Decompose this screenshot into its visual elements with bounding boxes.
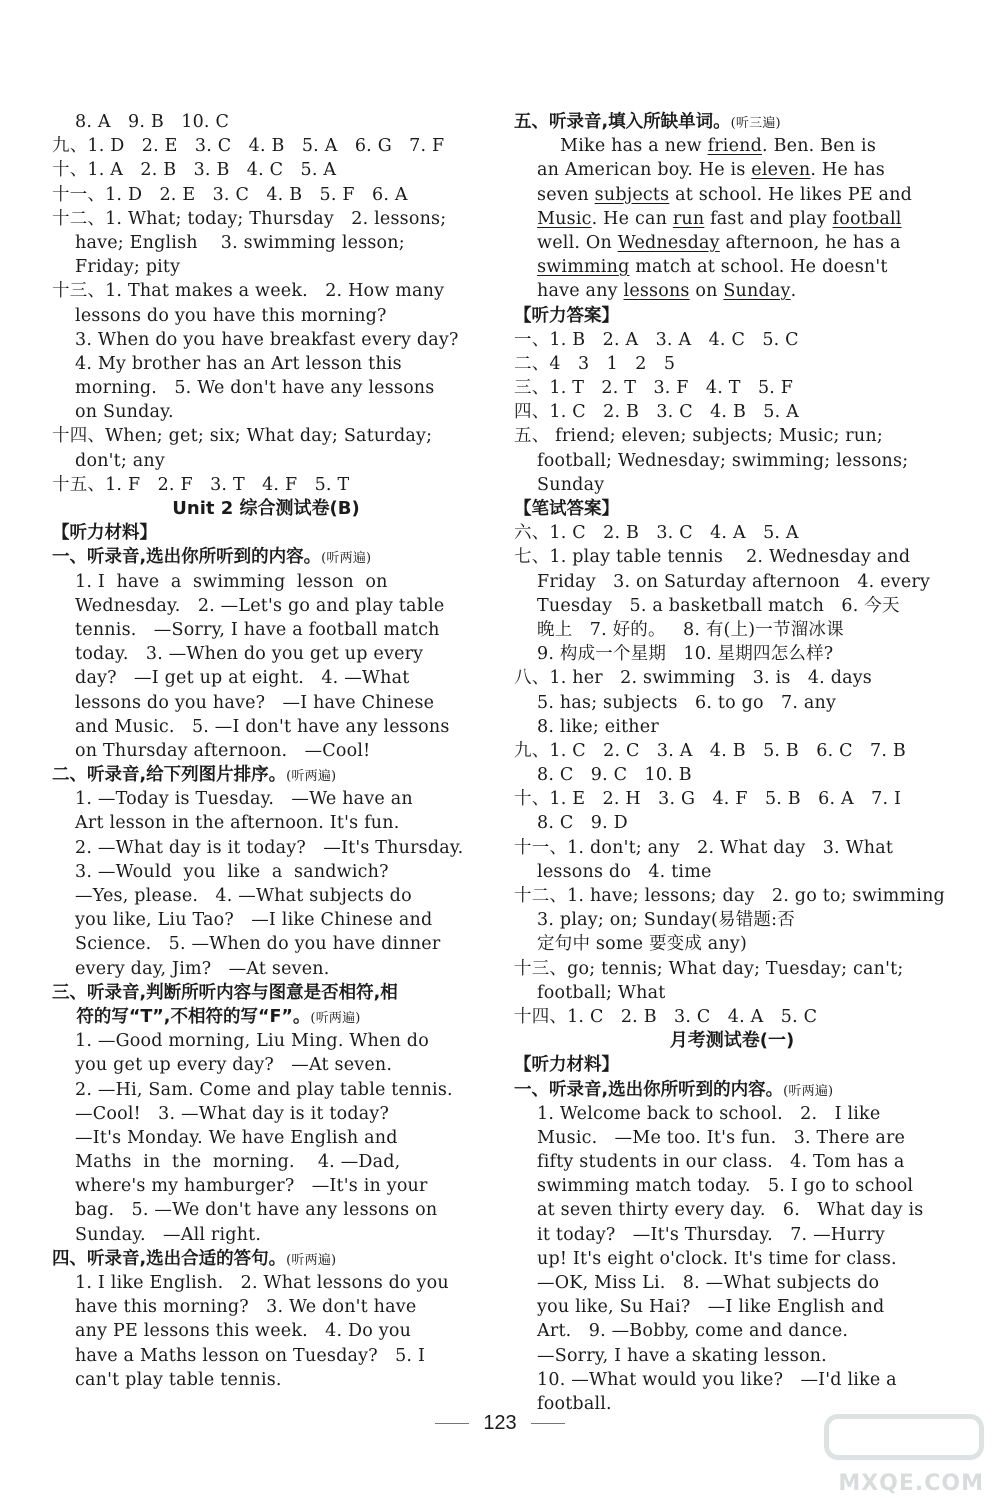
left-line xyxy=(52,570,480,594)
right-line xyxy=(514,1223,950,1247)
filled-blank-answer: friend xyxy=(707,136,763,157)
text-segment: 5. has; subjects 6. to go 7. any xyxy=(514,692,837,713)
text-segment: have this morning? 3. We don't have xyxy=(52,1297,417,1318)
filled-blank-answer: Wednesday xyxy=(617,232,720,253)
left-line xyxy=(52,1368,480,1392)
left-line xyxy=(52,666,480,690)
text-segment: you like, Liu Tao? —I like Chinese and xyxy=(52,910,433,931)
left-line xyxy=(52,328,480,352)
left-line xyxy=(52,279,480,303)
left-line xyxy=(52,1223,480,1247)
text-segment: 1. —Good morning, Liu Ming. When do xyxy=(52,1031,429,1052)
text-segment: swimming match today. 5. I go to school xyxy=(514,1176,914,1197)
text-segment: . He can xyxy=(591,208,673,229)
text-segment: (听三遍) xyxy=(730,116,781,131)
right-line xyxy=(514,1150,950,1174)
text-segment: Music. —Me too. It's fun. 3. There are xyxy=(514,1127,906,1148)
left-line xyxy=(52,1247,480,1271)
text-segment: 十、1. E 2. H 3. G 4. F 5. B 6. A 7. I xyxy=(514,789,902,810)
text-segment: 晚上 7. 好的。 8. 有(上)一节溜冰课 xyxy=(514,619,844,640)
text-segment: 1. I have a swimming lesson on xyxy=(52,571,388,592)
text-segment: 十二、1. have; lessons; day 2. go to; swimming xyxy=(514,886,945,906)
right-column xyxy=(514,110,950,1416)
text-segment: —OK, Miss Li. 8. —What subjects do xyxy=(514,1273,880,1293)
left-line xyxy=(52,207,480,231)
left-line xyxy=(52,594,480,618)
text-segment: 定句中 some 要变成 any) xyxy=(514,934,748,955)
right-line xyxy=(514,884,950,908)
left-line xyxy=(52,134,480,158)
left-line xyxy=(52,473,480,497)
right-line xyxy=(514,1368,950,1392)
left-line xyxy=(52,521,480,545)
watermark-text: MXQE.COM xyxy=(838,1471,984,1496)
text-segment: any PE lessons this week. 4. Do you xyxy=(52,1321,412,1342)
text-segment: don't; any xyxy=(52,450,165,471)
question-heading: 二、听录音,给下列图片排序。 xyxy=(52,765,287,786)
watermark-logo xyxy=(822,1412,990,1496)
text-segment: 十二、1. What; today; Thursday 2. lessons; xyxy=(52,208,447,229)
right-line xyxy=(514,932,950,956)
right-line xyxy=(514,473,950,497)
right-line xyxy=(514,134,950,158)
right-line xyxy=(514,763,950,787)
left-line xyxy=(52,642,480,666)
left-line xyxy=(52,1053,480,1077)
text-segment: 九、1. D 2. E 3. C 4. B 5. A 6. G 7. F xyxy=(52,136,445,157)
right-line xyxy=(514,376,950,400)
text-segment: 10. —What would you like? —I'd like a xyxy=(514,1369,897,1390)
left-line xyxy=(52,376,480,400)
right-line xyxy=(514,715,950,739)
left-line xyxy=(52,715,480,739)
text-segment: 8. like; either xyxy=(514,716,659,737)
question-heading: 三、听录音,判断所听内容与图意是否相符,相 xyxy=(52,982,398,1003)
filled-blank-answer: swimming xyxy=(537,257,630,278)
text-segment: lessons do you have this morning? xyxy=(52,305,387,326)
left-line xyxy=(52,1174,480,1198)
left-line xyxy=(52,739,480,763)
filled-blank-answer: football xyxy=(832,208,902,229)
text-segment: tennis. —Sorry, I have a football match xyxy=(52,619,440,640)
text-segment: Science. 5. —When do you have dinner xyxy=(52,934,441,955)
text-segment: 2. —What day is it today? —It's Thursday. xyxy=(52,837,464,858)
right-line xyxy=(514,787,950,811)
text-segment: Friday 3. on Saturday afternoon 4. every xyxy=(514,571,931,592)
left-line xyxy=(52,1029,480,1053)
text-segment: 十五、1. F 2. F 3. T 4. F 5. T xyxy=(52,474,350,495)
right-line xyxy=(514,110,950,134)
left-line xyxy=(52,1271,480,1295)
left-line xyxy=(52,255,480,279)
right-line xyxy=(514,1053,950,1077)
section-title: 月考测试卷(一) xyxy=(669,1030,795,1052)
right-line xyxy=(514,255,950,279)
text-segment xyxy=(514,255,537,279)
right-line xyxy=(514,1029,950,1053)
filled-blank-answer: lessons xyxy=(623,281,690,302)
text-segment: at seven thirty every day. 6. What day is xyxy=(514,1200,924,1221)
text-segment: 1. I like English. 2. What lessons do you xyxy=(52,1273,449,1293)
question-heading: 【笔试答案】 xyxy=(514,499,619,519)
left-line xyxy=(52,691,480,715)
left-line xyxy=(52,908,480,932)
text-segment: you like, Su Hai? —I like English and xyxy=(514,1297,885,1318)
text-segment: football; What xyxy=(514,982,666,1003)
text-segment: Art lesson in the afternoon. It's fun. xyxy=(52,813,400,834)
text-segment: 十三、1. That makes a week. 2. How many xyxy=(52,281,445,302)
text-segment: 8. C 9. C 10. B xyxy=(514,765,692,786)
right-line xyxy=(514,1344,950,1368)
right-line xyxy=(514,1319,950,1343)
text-segment: 八、1. her 2. swimming 3. is 4. days xyxy=(514,668,872,689)
left-line xyxy=(52,957,480,981)
section-title: Unit 2 综合测试卷(B) xyxy=(172,498,360,519)
right-line xyxy=(514,836,950,860)
text-segment: morning. 5. We don't have any lessons xyxy=(52,378,435,399)
text-segment: 五、 friend; eleven; subjects; Music; run; xyxy=(514,426,883,447)
footer-dash-right xyxy=(531,1423,565,1424)
left-line xyxy=(52,183,480,207)
text-segment: football. xyxy=(514,1393,612,1414)
text-segment: Wednesday. 2. —Let's go and play table xyxy=(52,595,445,616)
right-line xyxy=(514,1102,950,1126)
text-segment: 十一、1. don't; any 2. What day 3. What xyxy=(514,837,894,858)
question-heading: 五、听录音,填入所缺单词。 xyxy=(514,112,731,132)
left-line xyxy=(52,811,480,835)
text-segment: 十四、1. C 2. B 3. C 4. A 5. C xyxy=(514,1006,818,1027)
text-segment: match at school. He doesn't xyxy=(629,257,888,278)
question-heading: 【听力答案】 xyxy=(514,305,619,326)
left-line xyxy=(52,1295,480,1319)
text-segment: (听两遍) xyxy=(310,1010,361,1026)
text-segment: 3. When do you have breakfast every day? xyxy=(52,329,459,350)
text-segment xyxy=(514,207,537,231)
text-segment: it today? —It's Thursday. 7. —Hurry xyxy=(514,1224,885,1245)
right-line xyxy=(514,618,950,642)
filled-blank-answer: Music xyxy=(537,208,592,229)
question-heading: 一、听录音,选出你所听到的内容。 xyxy=(52,547,322,568)
text-segment: —Sorry, I have a skating lesson. xyxy=(514,1345,827,1366)
text-segment: 3. —Would you like a sandwich? xyxy=(52,861,389,882)
right-line xyxy=(514,1247,950,1271)
left-line xyxy=(52,1344,480,1368)
question-heading: 一、听录音,选出你所听到的内容。 xyxy=(514,1079,784,1100)
text-segment: on Thursday afternoon. —Cool! xyxy=(52,740,371,761)
text-segment: bag. 5. —We don't have any lessons on xyxy=(52,1200,438,1221)
left-line xyxy=(52,304,480,328)
page-number: 123 xyxy=(483,1412,517,1434)
text-segment: 3. play; on; Sunday(易错题:否 xyxy=(514,910,795,931)
left-line xyxy=(52,1126,480,1150)
right-line xyxy=(514,1078,950,1102)
question-heading: 【听力材料】 xyxy=(52,523,157,544)
text-segment: have any xyxy=(514,281,624,302)
left-line xyxy=(52,545,480,569)
right-line xyxy=(514,400,950,424)
text-segment: 二、4 3 1 2 5 xyxy=(514,353,676,374)
text-segment: lessons do 4. time xyxy=(514,861,712,882)
left-line xyxy=(52,1078,480,1102)
text-segment: (听两遍) xyxy=(286,769,337,785)
watermark-badge xyxy=(824,1414,984,1460)
right-line xyxy=(514,1295,950,1319)
text-segment: lessons do you have? —I have Chinese xyxy=(52,692,435,713)
right-line xyxy=(514,231,950,255)
left-line xyxy=(52,497,480,521)
filled-blank-answer: subjects xyxy=(594,184,670,205)
text-segment: up! It's eight o'clock. It's time for class. xyxy=(514,1248,897,1269)
text-segment: 六、1. C 2. B 3. C 4. A 5. A xyxy=(514,523,799,544)
text-segment: at school. He likes PE and xyxy=(669,184,913,205)
text-segment: 九、1. C 2. C 3. A 4. B 5. B 6. C 7. B xyxy=(514,740,906,761)
right-line xyxy=(514,570,950,594)
text-segment: —Yes, please. 4. —What subjects do xyxy=(52,886,412,906)
left-line xyxy=(52,424,480,448)
text-segment: afternoon, he has a xyxy=(719,232,901,253)
text-segment: 2. —Hi, Sam. Come and play table tennis. xyxy=(52,1079,453,1100)
text-segment: on xyxy=(689,281,724,302)
text-segment: Sunday xyxy=(514,474,605,495)
text-segment: 十四、When; get; six; What day; Saturday; xyxy=(52,426,433,447)
right-line xyxy=(514,449,950,473)
text-segment: well. On xyxy=(514,232,618,253)
left-line xyxy=(52,932,480,956)
text-segment: can't play table tennis. xyxy=(52,1369,282,1390)
text-segment: 七、1. play table tennis 2. Wednesday and xyxy=(514,547,911,568)
question-heading: 【听力材料】 xyxy=(514,1055,619,1076)
text-segment: Maths in the morning. 4. —Dad, xyxy=(52,1152,401,1173)
right-line xyxy=(514,1198,950,1222)
text-segment: every day, Jim? —At seven. xyxy=(52,958,330,979)
left-line xyxy=(52,884,480,908)
right-line xyxy=(514,1174,950,1198)
text-segment: 一、1. B 2. A 3. A 4. C 5. C xyxy=(514,329,799,350)
filled-blank-answer: Sunday xyxy=(723,281,791,302)
left-line xyxy=(52,1102,480,1126)
text-segment: day? —I get up at eight. 4. —What xyxy=(52,668,410,689)
left-line xyxy=(52,1198,480,1222)
text-segment: 8. C 9. D xyxy=(514,813,628,834)
text-segment: where's my hamburger? —It's in your xyxy=(52,1176,428,1197)
left-line xyxy=(52,981,480,1005)
text-segment: Art. 9. —Bobby, come and dance. xyxy=(514,1321,849,1342)
text-segment: 1. —Today is Tuesday. —We have an xyxy=(52,789,413,810)
right-line xyxy=(514,957,950,981)
left-line xyxy=(52,449,480,473)
left-line xyxy=(52,1319,480,1343)
left-line xyxy=(52,836,480,860)
left-line xyxy=(52,158,480,182)
text-segment: . xyxy=(790,281,797,302)
text-segment: (听两遍) xyxy=(321,551,372,567)
text-segment: fifty students in our class. 4. Tom has a xyxy=(514,1152,905,1173)
right-line xyxy=(514,860,950,884)
right-line xyxy=(514,691,950,715)
right-line xyxy=(514,1271,950,1295)
left-line xyxy=(52,763,480,787)
text-segment: an American boy. He is xyxy=(514,160,752,181)
text-segment: and Music. 5. —I don't have any lessons xyxy=(52,716,450,737)
text-segment: 十、1. A 2. B 3. B 4. C 5. A xyxy=(52,160,337,181)
right-line xyxy=(514,981,950,1005)
left-line xyxy=(52,787,480,811)
right-line xyxy=(514,521,950,545)
text-segment: have a Maths lesson on Tuesday? 5. I xyxy=(52,1345,426,1366)
text-segment: you get up every day? —At seven. xyxy=(52,1055,393,1076)
text-segment: 8. A 9. B 10. C xyxy=(52,112,230,132)
right-line xyxy=(514,183,950,207)
text-segment: 1. Welcome back to school. 2. I like xyxy=(514,1103,881,1124)
left-line xyxy=(52,1005,480,1029)
text-segment: have; English 3. swimming lesson; xyxy=(52,232,405,253)
text-segment: . He has xyxy=(810,160,885,181)
text-segment: . Ben. Ben is xyxy=(762,136,877,157)
text-segment: (听两遍) xyxy=(286,1252,337,1268)
left-column xyxy=(52,110,480,1392)
text-segment: today. 3. —When do you get up every xyxy=(52,644,424,665)
right-line xyxy=(514,352,950,376)
right-line xyxy=(514,1126,950,1150)
left-line xyxy=(52,860,480,884)
question-heading: 四、听录音,选出合适的答句。 xyxy=(52,1248,287,1269)
text-segment: 十三、go; tennis; What day; Tuesday; can't; xyxy=(514,958,904,979)
right-line xyxy=(514,642,950,666)
right-line xyxy=(514,304,950,328)
right-line xyxy=(514,279,950,303)
right-line xyxy=(514,158,950,182)
right-line xyxy=(514,207,950,231)
text-segment: football; Wednesday; swimming; lessons; xyxy=(514,450,909,471)
left-line xyxy=(52,110,480,134)
text-segment: Tuesday 5. a basketball match 6. 今天 xyxy=(514,595,900,616)
left-line xyxy=(52,352,480,376)
text-segment: Friday; pity xyxy=(52,257,181,278)
text-segment: fast and play xyxy=(704,208,833,229)
right-line xyxy=(514,545,950,569)
text-segment: Mike has a new xyxy=(514,136,708,157)
filled-blank-answer: eleven xyxy=(751,160,811,181)
right-line xyxy=(514,1005,950,1029)
right-line xyxy=(514,811,950,835)
right-line xyxy=(514,497,950,521)
text-segment: 四、1. C 2. B 3. C 4. B 5. A xyxy=(514,402,799,423)
left-line xyxy=(52,1150,480,1174)
right-line xyxy=(514,739,950,763)
text-segment: 4. My brother has an Art lesson this xyxy=(52,353,402,374)
right-line xyxy=(514,908,950,932)
right-line xyxy=(514,594,950,618)
text-segment: —Cool! 3. —What day is it today? xyxy=(52,1103,390,1124)
text-segment: 十一、1. D 2. E 3. C 4. B 5. F 6. A xyxy=(52,184,408,205)
text-segment: 9. 构成一个星期 10. 星期四怎么样? xyxy=(514,644,834,665)
right-line xyxy=(514,666,950,690)
filled-blank-answer: run xyxy=(672,208,705,229)
text-segment: seven xyxy=(514,184,595,205)
left-line xyxy=(52,231,480,255)
text-segment: Sunday. —All right. xyxy=(52,1224,262,1245)
text-segment: on Sunday. xyxy=(52,402,174,423)
left-line xyxy=(52,618,480,642)
left-line xyxy=(52,400,480,424)
right-line xyxy=(514,328,950,352)
question-heading: 符的写“T”,不相符的写“F”。 xyxy=(52,1006,311,1027)
text-segment: (听两遍) xyxy=(783,1083,834,1099)
text-segment: 三、1. T 2. T 3. F 4. T 5. F xyxy=(514,378,794,399)
footer-dash-left xyxy=(435,1423,469,1424)
right-line xyxy=(514,424,950,448)
text-segment: —It's Monday. We have English and xyxy=(52,1127,398,1148)
